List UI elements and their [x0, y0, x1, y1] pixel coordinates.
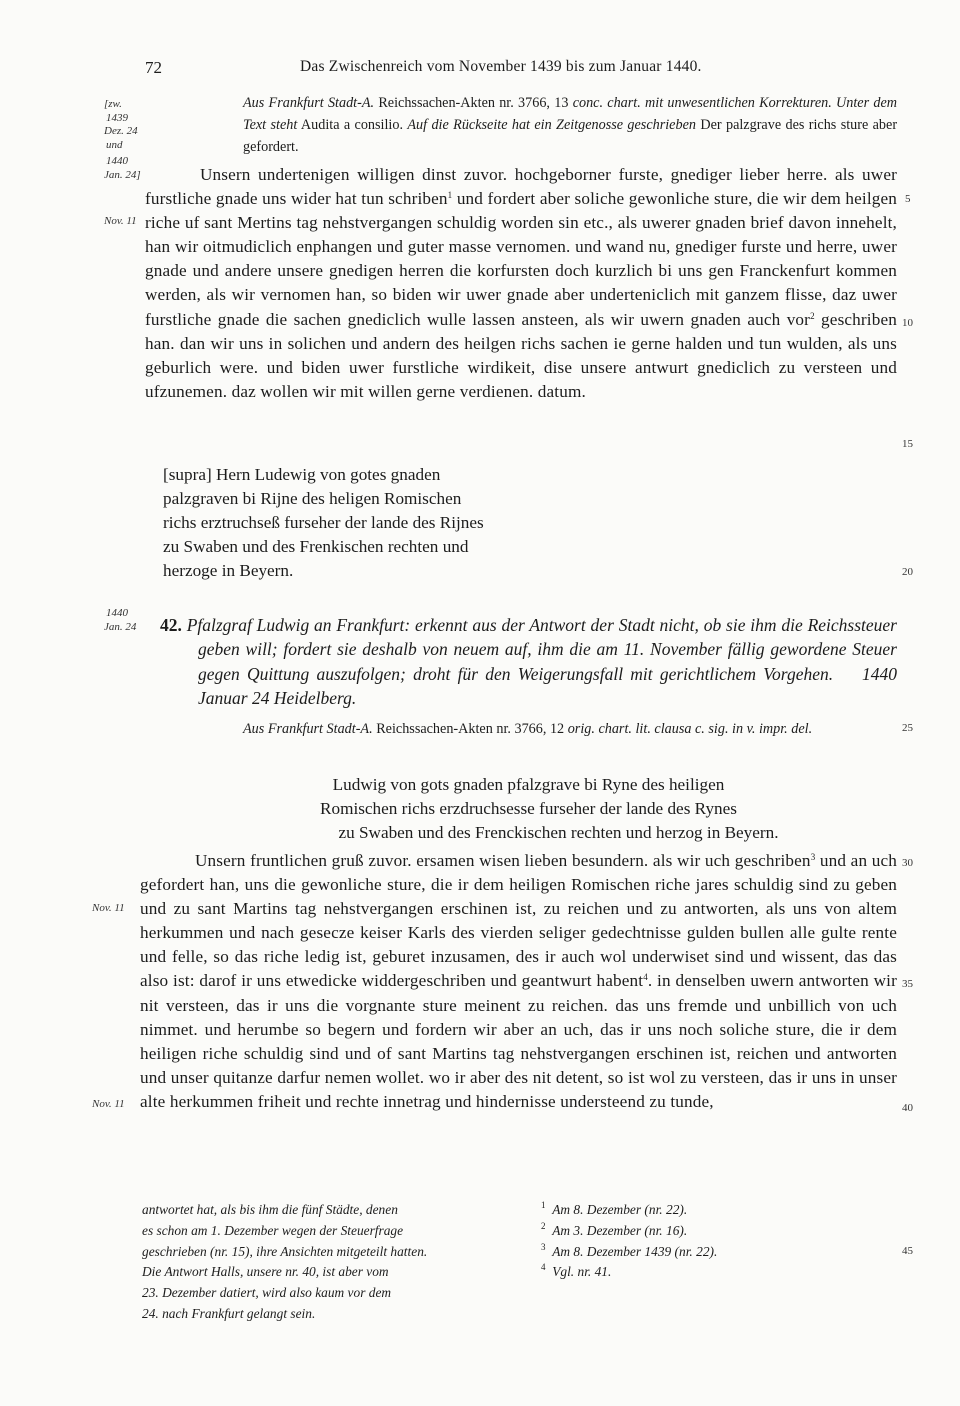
source-quote: Audita a consilio.	[300, 117, 404, 133]
margin-note-line: 1439	[106, 111, 128, 124]
footnote-text: Am 8. Dezember (nr. 22).	[552, 1202, 688, 1217]
footnotes-right	[541, 1200, 717, 1283]
address-line: palzgraven bi Rijne des heligen Romischen	[163, 489, 462, 509]
footnote	[541, 1262, 717, 1283]
margin-note-line: [zw.	[104, 98, 122, 110]
regest-text: Pfalzgraf Ludwig an Frankfurt: erkennt aus der Antwort der Stadt nicht, ob sie ihm die Reichssteuer geben will; fordert sie deshalb von neuem auf, ihm die am 11. November fällig gewordene Steuer gegen Quittung auszufolgen; droht für den Weigerungsfall mit gerichtlichem Vorgehen.	[186, 615, 897, 684]
document-number: 42.	[160, 615, 182, 635]
address-line: zu Swaben und des Frenkischen rechten und	[163, 537, 469, 557]
archive-shelfmark: Reichssachen-Akten nr. 3766, 13	[378, 95, 569, 111]
margin-note-line: 1440	[106, 607, 128, 619]
archive-shelfmark: Reichssachen-Akten nr. 3766, 12	[376, 721, 565, 737]
line-number: 35	[902, 978, 913, 990]
source-quote: Der palzgrave des richs sture aber gefordert.	[243, 117, 898, 155]
intitulatio-line: Romischen richs erzdruchsesse furseher der lande des Rynes	[320, 799, 737, 819]
running-title: Das Zwischenreich vom November 1439 bis zum Januar 1440.	[300, 58, 702, 75]
margin-date-doc42	[104, 606, 136, 634]
margin-note-line: Dez. 24	[104, 125, 138, 137]
intitulatio-line: zu Swaben und des Frenckischen rechten und herzog in Beyern.	[338, 823, 779, 843]
margin-date-nov: Nov. 11	[104, 215, 137, 227]
text-segment: . in denselben uwern antworten wir nit versteen, das ir uns die vorgnante sture meinent zu reichen. das uns fremde und unbillich von uch nimmet. und herumbe so begern und fordern wir aber an uch, das ir uns noch soliche sture, die ir dem heiligen riche schuldig sind und of sant Martins tag nehstvergangen erschinen ist, reichen und antworten und unser quitanze darfur nemen wollet. wo ir aber des nit detent, so ist wol zu versteen, das ir uns in unser alte herkummen friheit und rechte innetrag und hindernisse understeend zu tunde,	[140, 971, 897, 1111]
text-segment: geschriben han. dan wir uns in solichen und andern des heilgen richs sachen ie gerne halden und tun wulden, als uns geburlich were. und biden uwer furstliche wirdikeit, dise unsere antwurt gnediclich zu versteen und ufzunemen. daz wollen wir mit willen gerne verdienen. datum.	[145, 309, 897, 401]
footnote	[541, 1221, 717, 1242]
footnote-marker: 3	[810, 852, 816, 862]
margin-date-range	[104, 98, 141, 182]
address-line: richs erztruchseß furseher der lande des Rijnes	[163, 513, 484, 533]
source-description: Auf die Rückseite hat ein Zeitgenosse geschrieben	[407, 117, 696, 133]
page-header	[0, 58, 960, 82]
footnote-number: 2	[541, 1220, 546, 1231]
margin-date-nov: Nov. 11	[92, 1098, 125, 1110]
regest-42	[160, 613, 897, 710]
address-block-41	[163, 463, 484, 583]
footnote	[541, 1242, 717, 1263]
intitulatio-42	[160, 773, 897, 845]
archive-name: Aus Frankfurt Stadt-A.	[243, 721, 373, 737]
address-line: herzoge in Beyern.	[163, 561, 294, 581]
page-number: 72	[145, 58, 162, 77]
footnote-line: geschrieben (nr. 15), ihre Ansichten mitgeteilt hatten.	[142, 1243, 428, 1259]
footnote-line: 24. nach Frankfurt gelangt sein.	[142, 1305, 316, 1321]
margin-note-line: Jan. 24	[104, 621, 137, 633]
line-number: 45	[902, 1245, 913, 1257]
archive-name: Aus Frankfurt Stadt-A.	[243, 95, 375, 111]
footnote-line: antwortet hat, als bis ihm die fünf Städte, denen	[142, 1202, 398, 1217]
text-segment: Unsern fruntlichen gruß zuvor. ersamen wisen lieben besundern. als wir uch geschriben	[195, 851, 811, 870]
margin-note-line: und	[106, 138, 123, 151]
address-line: [supra] Hern Ludewig von gotes gnaden	[163, 465, 441, 484]
document-42-text	[140, 849, 897, 1114]
text-segment: und an uch gefordert han, uns die gewonliche sture, die ir dem heiligen Romischen riche jares schuldig sind zu geben und zu sant Martins tag nehstvergangen erschinen ist, zu reichen und zu antworten, als uns von altem herkummen und nach gesecze keiser Karls des vierden seliger gedechtnisse gulden bullen alle gulte rente und felle, so das riche ledig ist, geburet inzusamen, des ir auch wol underwiset sind und wissent, das das also ist: darof ir uns etwedicke widdergeschriben und geantwurt habent	[140, 851, 897, 991]
source-description: orig. chart. lit. clausa c. sig. in v. impr. del.	[567, 721, 813, 737]
intitulatio-line: Ludwig von gots gnaden pfalzgrave bi Ryne des heiligen	[332, 775, 725, 794]
footnote-line: Die Antwort Halls, unsere nr. 40, ist aber vom	[142, 1264, 389, 1280]
line-number: 15	[902, 438, 913, 450]
text-segment: Unsern undertenigen willigen dinst zuvor. hochgeborner furste, gnediger lieber herre. als uwer furstliche gnade uns wider hat tun schriben	[145, 165, 897, 209]
footnote-text: Am 3. Dezember (nr. 16).	[552, 1222, 688, 1238]
footnote-number: 4	[541, 1262, 546, 1273]
footnote-marker: 4	[643, 972, 648, 983]
footnote	[541, 1200, 717, 1221]
line-number: 30	[902, 857, 913, 869]
line-number: 10	[902, 317, 913, 329]
source-description: conc. chart. mit unwesentlichen Korrekturen. Unter dem Text steht	[243, 95, 898, 133]
text-segment: und fordert aber soliche gewonliche sture, die wir dem heilgen riche uf sant Mertins tag nehstvergangen schuldig worden sin etc., als uwerer gnaden brief davon innehelt, han wir oitmudiclich enphangen und guter masse vernomen. und wand nu, gnediger furste und herre, uwer gnade und andere unsere gnedigen herren die korfursten doch kurzlich bi uns gen Franckenfurt kommen werden, als wir vernomen han, so biden wir uwer gnade aber underteniclich mit ganzem flisse, daz uwer furstliche gnade die sachen gnediclich wulle lassen ansteen, als wir uwern gnaden auch vor	[145, 189, 898, 329]
line-number: 20	[902, 566, 913, 578]
line-number: 25	[902, 722, 913, 734]
footnotes-left	[142, 1200, 427, 1325]
footnote-text: Am 8. Dezember 1439 (nr. 22).	[552, 1243, 718, 1259]
footnote-number: 3	[541, 1241, 546, 1252]
regest-date: 1440 Januar 24 Heidelberg.	[198, 663, 898, 708]
footnote-marker: 2	[810, 310, 815, 321]
source-note-41	[243, 92, 897, 158]
footnote-line: es schon am 1. Dezember wegen der Steuerfrage	[142, 1222, 404, 1238]
footnote-line: 23. Dezember datiert, wird also kaum vor dem	[142, 1285, 392, 1301]
line-number: 40	[902, 1102, 913, 1114]
footnote-marker: 1	[447, 190, 453, 201]
source-note-42	[243, 718, 897, 740]
line-number: 5	[905, 193, 911, 205]
margin-date-nov: Nov. 11	[92, 902, 125, 914]
footnote-number: 1	[541, 1200, 546, 1210]
document-41-text	[145, 163, 897, 404]
margin-note-line: 1440	[106, 155, 128, 167]
margin-note-line: Jan. 24]	[104, 168, 141, 181]
footnote-text: Vgl. nr. 41.	[552, 1264, 612, 1280]
